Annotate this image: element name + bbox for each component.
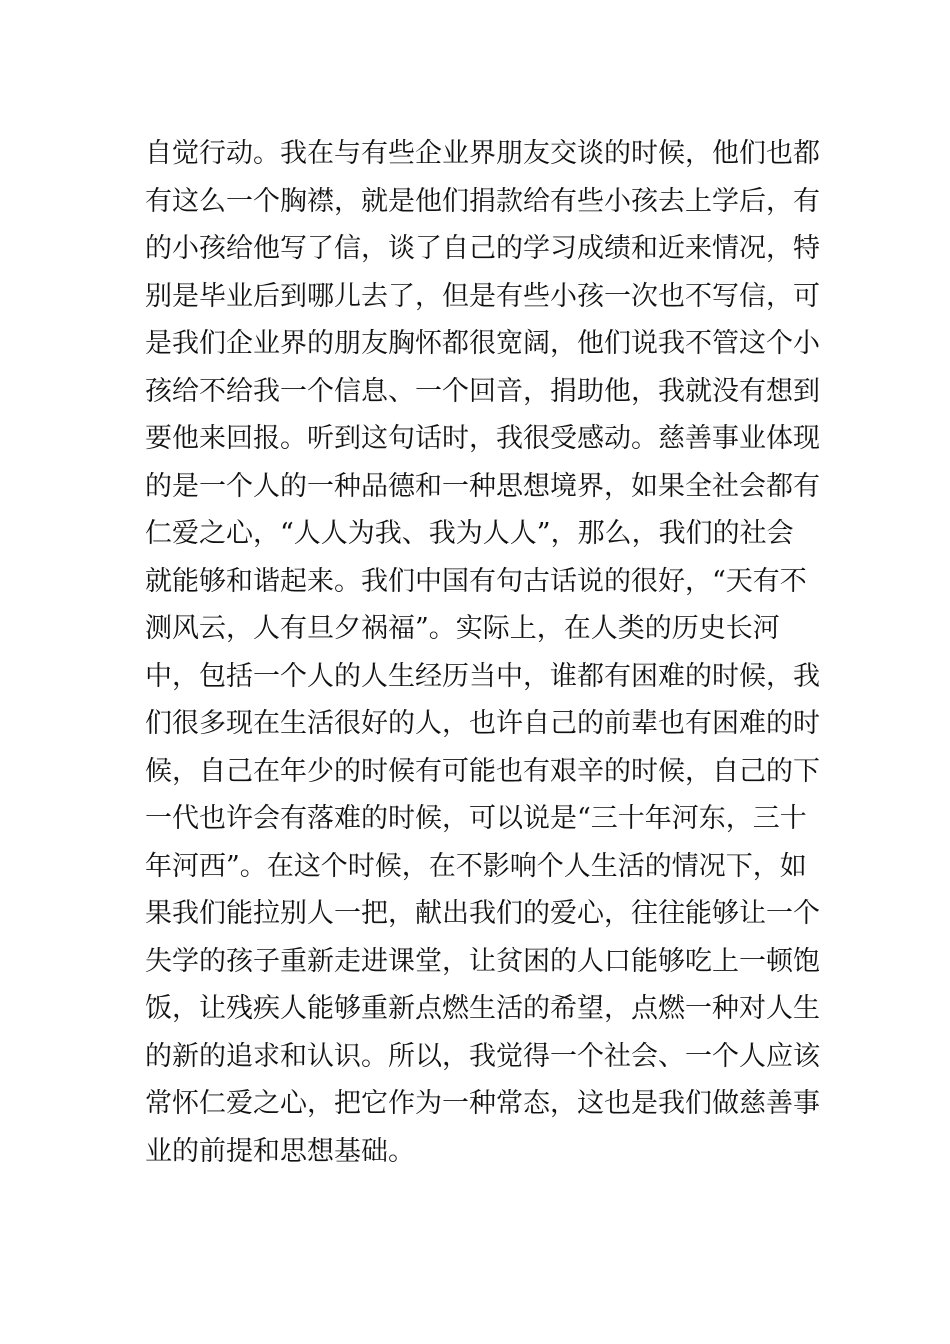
paragraph-line: 的是一个人的一种品德和一种思想境界，如果全社会都有 xyxy=(145,470,820,502)
paragraph-line: 的新的追求和认识。所以，我觉得一个社会、一个人应该 xyxy=(145,1040,820,1072)
paragraph-line: 有这么一个胸襟，就是他们捐款给有些小孩去上学后，有 xyxy=(145,185,820,217)
paragraph-line: 一代也许会有落难的时候，可以说是“三十年河东，三十 xyxy=(145,803,807,834)
paragraph-line: 孩给不给我一个信息、一个回音，捐助他，我就没有想到 xyxy=(145,375,820,407)
paragraph-line: 是我们企业界的朋友胸怀都很宽阔，他们说我不管这个小 xyxy=(145,328,820,359)
paragraph-line: 的小孩给他写了信，谈了自己的学习成绩和近来情况，特 xyxy=(145,233,820,264)
paragraph-line: 要他来回报。听到这句话时，我很受感动。慈善事业体现 xyxy=(145,423,820,454)
paragraph-line: 常怀仁爱之心，把它作为一种常态，这也是我们做慈善事 xyxy=(145,1088,820,1119)
paragraph-line: 别是毕业后到哪儿去了，但是有些小孩一次也不写信，可 xyxy=(145,280,820,312)
paragraph-line: 仁爱之心，“人人为我、我为人人”，那么，我们的社会 xyxy=(145,518,794,549)
paragraph-line: 年河西”。在这个时候，在不影响个人生活的情况下，如 xyxy=(145,850,807,882)
paragraph-line: 业的前提和思想基础。 xyxy=(145,1135,415,1167)
paragraph-line: 测风云，人有旦夕祸福”。实际上，在人类的历史长河 xyxy=(145,613,780,644)
paragraph-line: 果我们能拉别人一把，献出我们的爱心，往往能够让一个 xyxy=(145,898,820,929)
paragraph-line: 们很多现在生活很好的人，也许自己的前辈也有困难的时 xyxy=(145,708,820,739)
paragraph-line: 候，自己在年少的时候有可能也有艰辛的时候，自己的下 xyxy=(145,755,820,787)
paragraph-line: 饭，让残疾人能够重新点燃生活的希望，点燃一种对人生 xyxy=(145,993,820,1024)
paragraph-line: 中，包括一个人的人生经历当中，谁都有困难的时候，我 xyxy=(145,660,820,692)
paragraph-line: 失学的孩子重新走进课堂，让贫困的人口能够吃上一顿饱 xyxy=(145,945,820,977)
paragraph-line: 自觉行动。我在与有些企业界朋友交谈的时候，他们也都 xyxy=(145,138,820,169)
paragraph-line: 就能够和谐起来。我们中国有句古话说的很好，“天有不 xyxy=(145,565,807,597)
body-paragraph xyxy=(145,130,825,1175)
